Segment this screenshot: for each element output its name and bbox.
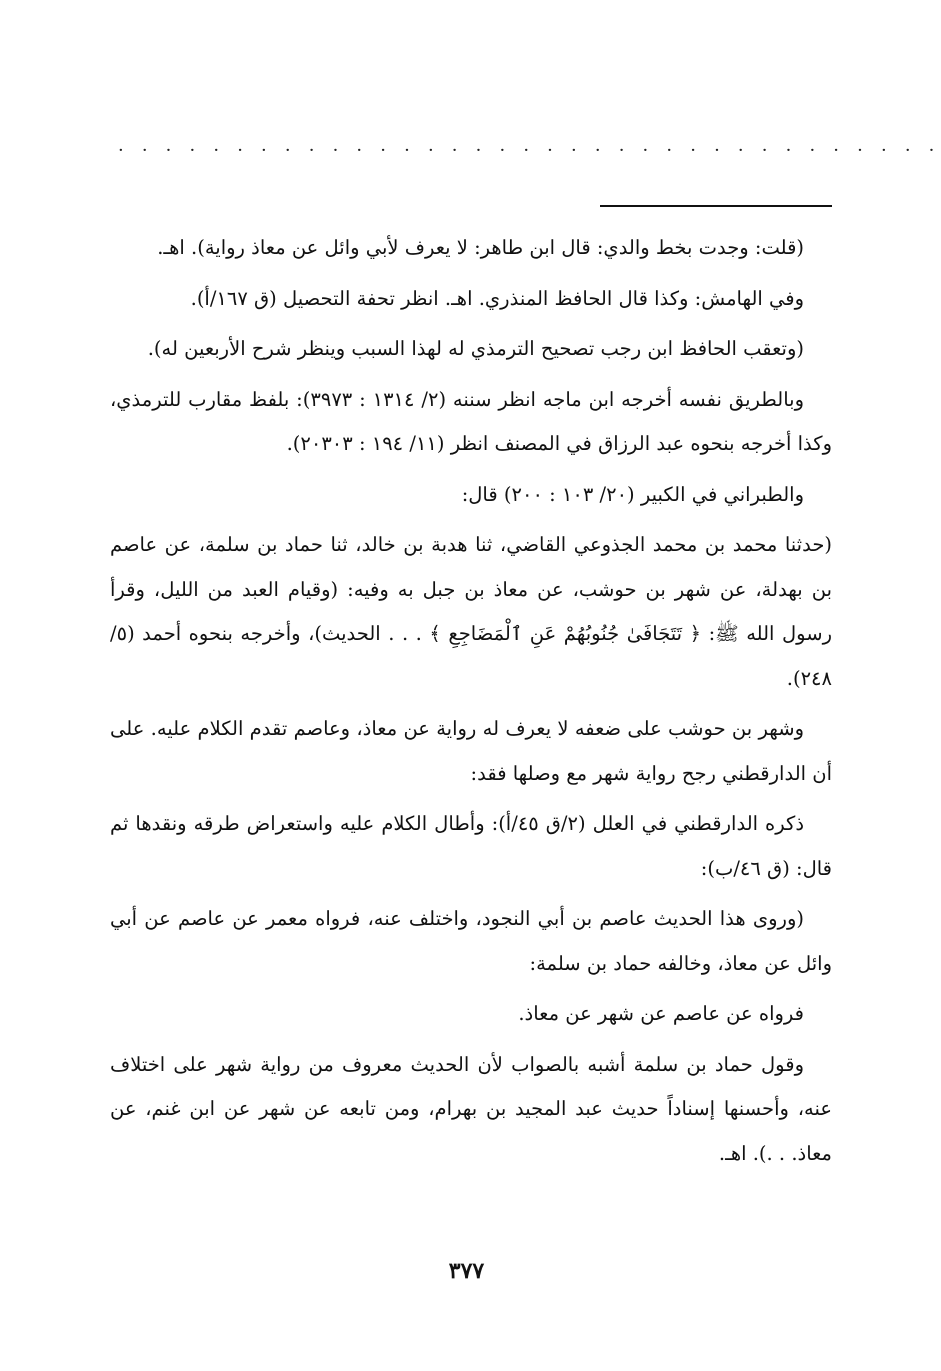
footnote-rule: [600, 205, 832, 207]
paragraph-4: وبالطريق نفسه أخرجه ابن ماجه انظر سننه (٢/ ١٣١٤ : ٣٩٧٣): بلفظ مقارب للترمذي، وكذا أخرجه بنحوه عبد الرزاق في المصنف انظر (١١/ ١٩٤ : ٢٠٣٠٣).: [110, 387, 832, 455]
paragraph-8: ذكره الدارقطني في العلل (٢/ق ٤٥/أ): وأطال الكلام عليه واستعراض طرقه ونقدها ثم قال: (ق ٤٦/ب):: [110, 812, 832, 880]
paragraph-2: وفي الهامش: وكذا قال الحافظ المنذري. اهـ. انظر تحفة التحصيل (ق ١٦٧/أ).: [190, 286, 804, 310]
paragraph-6: (حدثنا محمد بن محمد الجذوعي القاضي، ثنا هدبة بن خالد، ثنا حماد بن سلمة، عن عاصم بن بهدلة، عن شهر بن حوشب، عن معاذ بن جبل به وفيه: (وقيام العبد من الليل، وقرأ رسول الله ﷺ: ﴿ تَتَجَافَىٰ جُنُوبُهُمْ عَنِ ٱلْمَضَاجِعِ ﴾ . . . الحديث)، وأخرجه بنحوه أحمد (٥/ ٢٤٨).: [110, 533, 832, 690]
paragraph-11: وقول حماد بن سلمة أشبه بالصواب لأن الحديث معروف من رواية شهر على اختلاف عنه، وأحسنها إسناداً حديث عبد المجيد بن بهرام، ومن تابعه عن شهر عن ابن غنم، عن معاذ. . .). اهـ.: [110, 1052, 832, 1165]
paragraph-10: فرواه عن عاصم عن شهر عن معاذ.: [518, 1002, 804, 1025]
page-number: ٣٧٧: [448, 1258, 485, 1284]
paragraph-7: وشهر بن حوشب على ضعفه لا يعرف له رواية عن معاذ، وعاصم تقدم الكلام عليه. على أن الدارقطني رجح رواية شهر مع وصلها فقد:: [110, 717, 832, 785]
footnote-body: [110, 226, 832, 1182]
paragraph-9: (وروى هذا الحديث عاصم بن أبي النجود، واختلف عنه، فرواه معمر عن عاصم عن أبي وائل عن معاذ، وخالفه حماد بن سلمة:: [110, 907, 832, 975]
paragraph-5: والطبراني في الكبير (٢٠/ ١٠٣ : ٢٠٠) قال:: [461, 482, 804, 506]
dotted-separator: · · · · · · · · · · · · · · · · · · · · · · · · · · · · · · · · · · ·: [118, 140, 941, 161]
paragraph-1: (قلت: وجدت بخط والدي: قال ابن طاهر: لا يعرف لأبي وائل عن معاذ رواية). اهـ.: [157, 236, 804, 259]
paragraph-3: (وتعقب الحافظ ابن رجب تصحيح الترمذي له لهذا السبب وينظر شرح الأربعين له).: [147, 337, 804, 360]
